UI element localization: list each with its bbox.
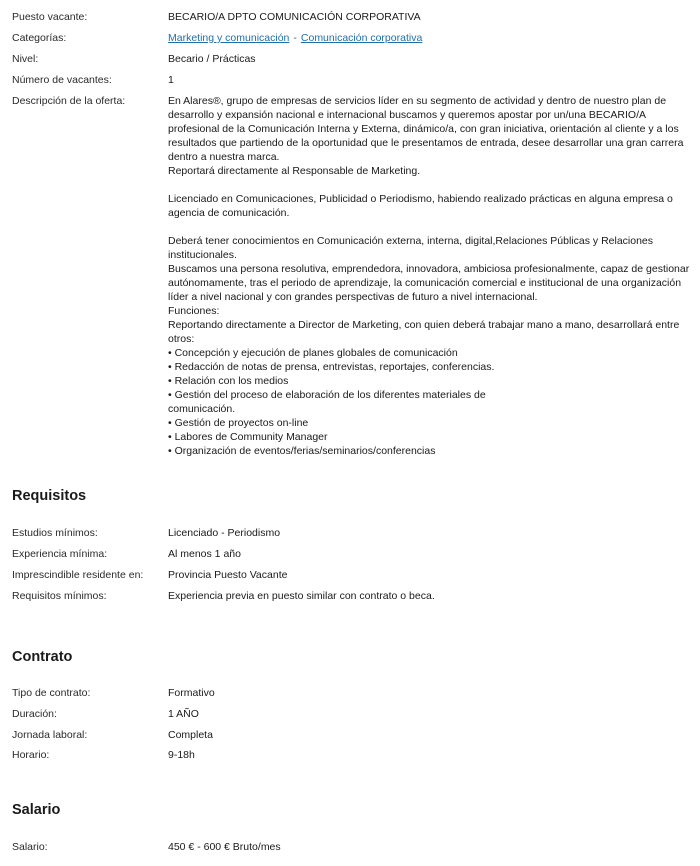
desc-paragraph: Reportará directamente al Responsable de Marketing.: [168, 165, 421, 177]
value-minimos: Experiencia previa en puesto similar con contrato o beca.: [168, 590, 435, 602]
category-separator: -: [293, 32, 297, 44]
value-experiencia: Al menos 1 año: [168, 548, 241, 560]
desc-bullet: • Organización de eventos/ferias/seminarios/conferencias: [168, 445, 436, 457]
desc-paragraph: En Alares®, grupo de empresas de servicios líder en su segmento de actividad y dentro de nuestro plan de desarrollo y expansión nacional e internacional buscamos y queremos apostar por un/una BECARIO/A profesional de la Comunicación Interna y Externa, dinámico/a, con gran iniciativa, orientación al cliente y a los resultados que partiendo de la oportunidad que le presentamos de entrada, desee desarrollar una gran carrera dentro a nuestra marca.: [168, 95, 684, 163]
description-text: [168, 94, 690, 458]
section-title-contrato: Contrato: [12, 649, 73, 665]
label-vacantes: Número de vacantes:: [12, 74, 112, 86]
label-jornada: Jornada laboral:: [12, 729, 88, 741]
label-experiencia: Experiencia mínima:: [12, 548, 108, 560]
label-horario: Horario:: [12, 749, 50, 761]
value-jornada: Completa: [168, 729, 213, 741]
value-vacantes: 1: [168, 74, 174, 86]
label-minimos: Requisitos mínimos:: [12, 590, 107, 602]
label-estudios: Estudios mínimos:: [12, 527, 98, 539]
label-duracion: Duración:: [12, 708, 57, 720]
label-categorias: Categorías:: [12, 32, 67, 44]
category-link-comunicacion[interactable]: Comunicación corporativa: [300, 32, 423, 44]
label-residente: Imprescindible residente en:: [12, 569, 144, 581]
category-link-marketing[interactable]: Marketing y comunicación: [168, 32, 290, 44]
value-puesto: BECARIO/A DPTO COMUNICACIÓN CORPORATIVA: [168, 11, 421, 23]
value-duracion: 1 AÑO: [168, 708, 199, 720]
value-nivel: Becario / Prácticas: [168, 53, 256, 65]
value-estudios: Licenciado - Periodismo: [168, 527, 281, 539]
desc-paragraph: Reportando directamente a Director de Marketing, con quien deberá trabajar mano a mano, desarrollará entre otros:: [168, 319, 680, 345]
label-tipo-contrato: Tipo de contrato:: [12, 687, 91, 699]
label-descripcion: Descripción de la oferta:: [12, 95, 126, 107]
section-title-requisitos: Requisitos: [12, 488, 87, 504]
label-puesto: Puesto vacante:: [12, 11, 88, 23]
desc-paragraph: Licenciado en Comunicaciones, Publicidad o Periodismo, habiendo realizado prácticas en alguna empresa o agencia de comunicación.: [168, 193, 673, 219]
value-residente: Provincia Puesto Vacante: [168, 569, 288, 581]
desc-paragraph: Buscamos una persona resolutiva, emprendedora, innovadora, ambiciosa profesionalmente, capaz de gestionar autónomamente, tras el periodo de aprendizaje, la comunicación comercial e institucional de una organización líder a nivel nacional y con grandes perspectivas de futuro a nivel internacional.: [168, 263, 690, 303]
value-salario: 450 € - 600 € Bruto/mes: [168, 841, 281, 853]
desc-bullet: • Labores de Community Manager: [168, 431, 328, 443]
desc-bullet-continued: comunicación.: [168, 403, 236, 415]
section-title-salario: Salario: [12, 802, 61, 818]
value-horario: 9-18h: [168, 749, 195, 761]
desc-paragraph: Deberá tener conocimientos en Comunicación externa, interna, digital,Relaciones Públicas y Relaciones institucionales.: [168, 235, 654, 261]
label-nivel: Nivel:: [12, 53, 39, 65]
desc-bullet: • Redacción de notas de prensa, entrevistas, reportajes, conferencias.: [168, 361, 495, 373]
desc-bullet: • Gestión del proceso de elaboración de los diferentes materiales de: [168, 389, 486, 401]
label-salario: Salario:: [12, 841, 48, 853]
desc-bullet: • Concepción y ejecución de planes globales de comunicación: [168, 347, 458, 359]
value-tipo-contrato: Formativo: [168, 687, 215, 699]
desc-bullet: • Gestión de proyectos on-line: [168, 417, 309, 429]
desc-bullet: • Relación con los medios: [168, 375, 289, 387]
desc-paragraph: Funciones:: [168, 305, 220, 317]
value-categorias: [168, 31, 690, 45]
